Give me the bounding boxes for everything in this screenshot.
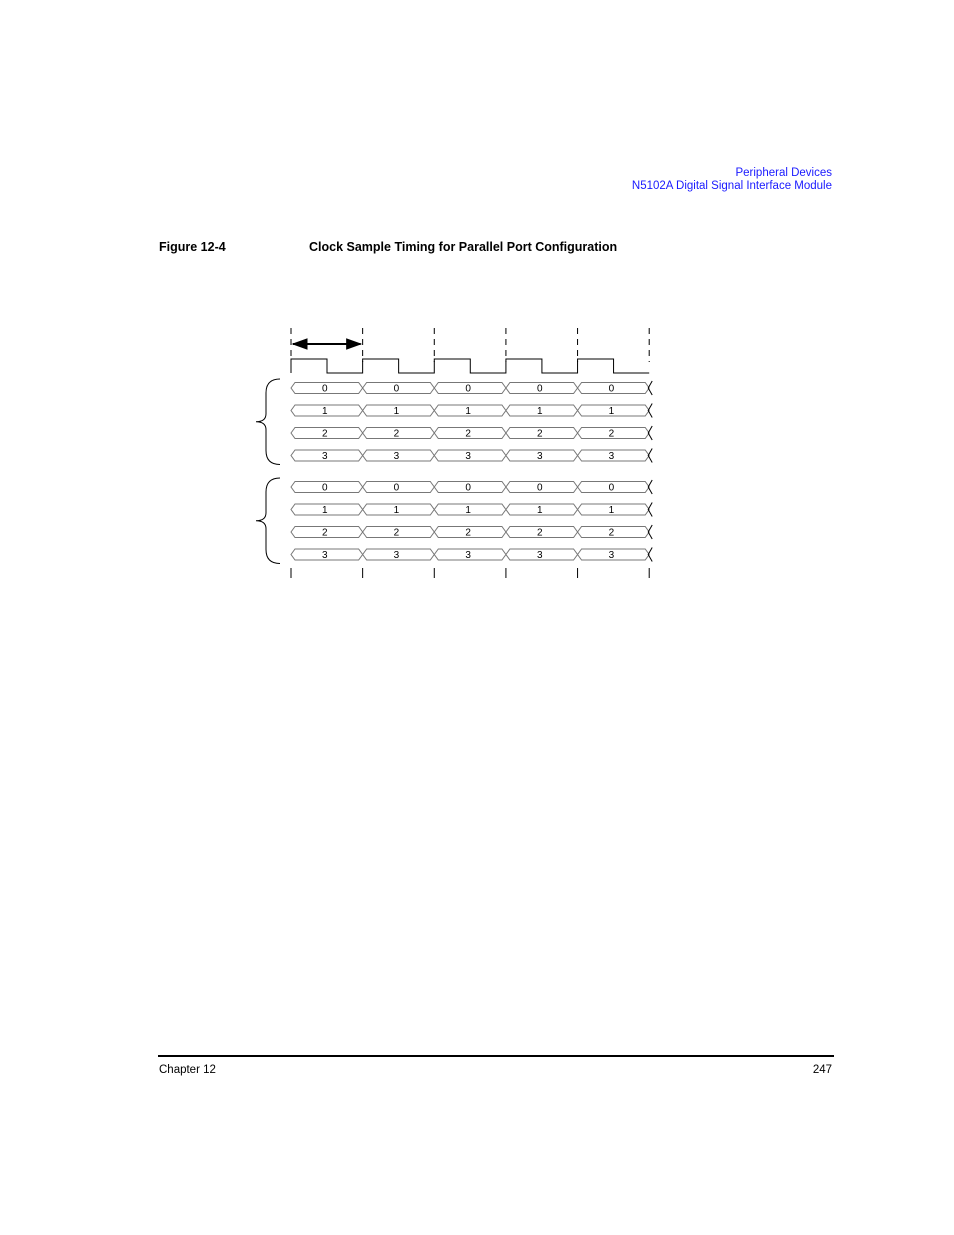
data-cell-label: 0 xyxy=(322,383,328,395)
data-cell-label: 1 xyxy=(393,505,400,516)
data-cell-label: 2 xyxy=(322,428,328,440)
group-brace-0 xyxy=(256,379,280,465)
data-cell-label: 0 xyxy=(608,482,615,494)
figure-label: Figure 12-4 xyxy=(159,240,226,254)
data-cell-label: 2 xyxy=(393,527,400,539)
data-cell-label: 3 xyxy=(536,550,543,561)
data-cell-label: 1 xyxy=(536,406,543,417)
data-cell-label: 0 xyxy=(465,482,471,494)
group-brace-1 xyxy=(256,478,280,564)
data-cell-label: 3 xyxy=(465,550,471,561)
data-cell-label: 1 xyxy=(465,505,471,516)
data-cell-label: 3 xyxy=(393,451,400,462)
data-cell-label: 2 xyxy=(393,428,400,440)
footer-chapter: Chapter 12 xyxy=(159,1064,216,1076)
data-cell-label: 3 xyxy=(465,451,471,462)
data-cell-label: 0 xyxy=(393,383,400,395)
data-cell-label: 2 xyxy=(465,527,471,539)
footer-rule xyxy=(158,1055,834,1057)
header-chapter-title: N5102A Digital Signal Interface Module xyxy=(631,180,832,192)
header-section-title: Peripheral Devices xyxy=(735,167,832,179)
data-cell-label: 2 xyxy=(465,428,471,440)
data-cell-label: 0 xyxy=(465,383,471,395)
data-cell-label: 1 xyxy=(393,406,400,417)
footer-page-number: 247 xyxy=(812,1064,832,1076)
data-cell-label: 2 xyxy=(608,527,615,539)
data-cell-label: 3 xyxy=(393,550,400,561)
data-cell-label: 3 xyxy=(322,451,328,462)
data-cell-label: 3 xyxy=(608,451,615,462)
data-cell-label: 2 xyxy=(536,428,543,440)
data-cell-label: 2 xyxy=(536,527,543,539)
timing-diagram xyxy=(240,320,670,585)
running-header xyxy=(632,167,832,193)
data-cell-label: 0 xyxy=(536,482,543,494)
data-cell-label: 1 xyxy=(608,505,615,516)
clock-waveform xyxy=(291,359,649,373)
period-arrow-right-head xyxy=(347,339,361,349)
data-cell-label: 0 xyxy=(536,383,543,395)
data-cell-label: 2 xyxy=(322,527,328,539)
data-cell-label: 2 xyxy=(608,428,615,440)
data-cell-label: 3 xyxy=(536,451,543,462)
data-cell-label: 1 xyxy=(322,406,328,417)
data-cell-label: 0 xyxy=(608,383,615,395)
data-cell-label: 1 xyxy=(465,406,471,417)
figure-title: Clock Sample Timing for Parallel Port Configuration xyxy=(309,240,618,254)
data-cell-label: 3 xyxy=(322,550,328,561)
data-cell-label: 0 xyxy=(322,482,328,494)
period-arrow-left-head xyxy=(293,339,307,349)
data-cell-label: 1 xyxy=(608,406,615,417)
data-cell-label: 1 xyxy=(536,505,543,516)
data-cell-label: 0 xyxy=(393,482,400,494)
data-cell-label: 3 xyxy=(608,550,615,561)
data-cell-label: 1 xyxy=(322,505,328,516)
